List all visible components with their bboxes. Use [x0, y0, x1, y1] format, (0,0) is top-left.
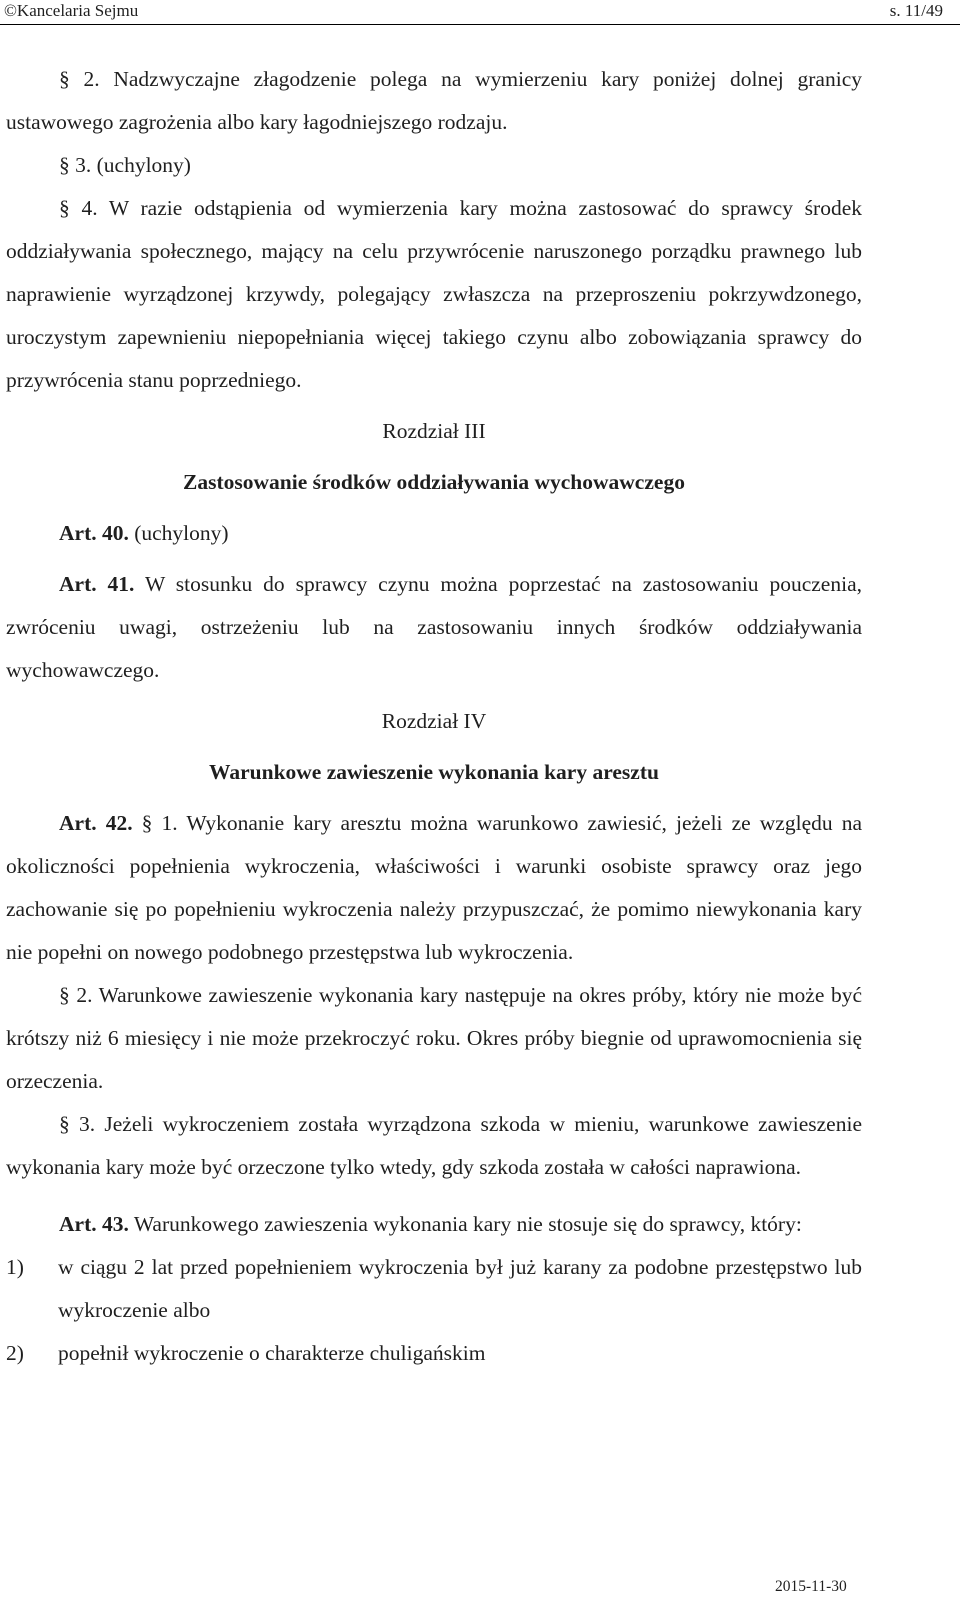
article-41-label: Art. 41. — [59, 572, 135, 596]
article-43-text: Warunkowego zawieszenia wykonania kary nie stosuje się do sprawcy, który: — [128, 1212, 802, 1236]
article-40 — [6, 512, 862, 555]
chapter-4-title: Warunkowe zawieszenie wykonania kary aresztu — [209, 760, 659, 784]
article-42-paragraph-1 — [6, 802, 862, 974]
article-42-label: Art. 42. — [59, 811, 133, 835]
list-item-number: 2) — [6, 1341, 24, 1365]
paragraph-3: § 3. (uchylony) — [59, 153, 191, 177]
article-43 — [6, 1203, 862, 1246]
list-item — [6, 1332, 862, 1375]
article-40-text: (uchylony) — [128, 521, 229, 545]
article-42-p1-text: § 1. Wykonanie kary aresztu można warunkowo zawiesić, jeżeli ze względu na okoliczności popełnienia wykroczenia, właściwości i warunki osobiste sprawcy oraz jego zachowanie się po popełnieniu wykroczenia należy przypuszczać, że pomimo niewykonania kary nie popełni on nowego podobnego przestępstwa lub wykroczenia. — [6, 811, 862, 964]
footer-date: 2015-11-30 — [775, 1578, 847, 1595]
list-item-number: 1) — [6, 1255, 24, 1279]
list-item — [6, 1246, 862, 1332]
page-number: s. 11/49 — [889, 1, 943, 20]
header-divider — [0, 24, 960, 25]
chapter-3-number: Rozdział III — [382, 419, 486, 443]
paragraph-4: § 4. W razie odstąpienia od wymierzenia kary można zastosować do sprawcy środek oddziaływania społecznego, mający na celu przywrócenie naruszonego porządku prawnego lub naprawienie wyrządzonej krzywdy, polegający zwłaszcza na przeproszeniu pokrzywdzonego, uroczystym zapewnieniu niepopełniania więcej takiego czynu albo zobowiązania sprawcy do przywrócenia stanu poprzedniego. — [6, 196, 862, 392]
page-header — [0, 0, 960, 22]
paragraph-2: § 2. Nadzwyczajne złagodzenie polega na wymierzeniu kary poniżej dolnej granicy ustawowego zagrożenia albo kary łagodniejszego rodzaju. — [6, 67, 862, 134]
chapter-3-title: Zastosowanie środków oddziaływania wychowawczego — [183, 470, 685, 494]
list-item-text: w ciągu 2 lat przed popełnieniem wykroczenia był już karany za podobne przestępstwo lub wykroczenie albo — [58, 1255, 862, 1322]
list-item-text: popełnił wykroczenie o charakterze chuligańskim — [58, 1341, 486, 1365]
article-42-paragraph-2: § 2. Warunkowe zawieszenie wykonania kary następuje na okres próby, który nie może być krótszy niż 6 miesięcy i nie może przekroczyć roku. Okres próby biegnie od uprawomocnienia się orzeczenia. — [6, 983, 862, 1093]
article-41-text: W stosunku do sprawcy czynu można poprzestać na zastosowaniu pouczenia, zwróceniu uwagi, ostrzeżeniu lub na zastosowaniu innych środków oddziaływania wychowawczego. — [6, 572, 862, 682]
article-42-paragraph-3: § 3. Jeżeli wykroczeniem została wyrządzona szkoda w mieniu, warunkowe zawieszenie wykonania kary może być orzeczone tylko wtedy, gdy szkoda została w całości naprawiona. — [6, 1112, 862, 1179]
article-41 — [6, 563, 862, 692]
document-body — [6, 58, 862, 1375]
copyright-label: ©Kancelaria Sejmu — [4, 1, 139, 20]
chapter-4-number: Rozdział IV — [381, 709, 487, 733]
article-40-label: Art. 40. — [59, 521, 129, 545]
article-43-label: Art. 43. — [59, 1212, 129, 1236]
